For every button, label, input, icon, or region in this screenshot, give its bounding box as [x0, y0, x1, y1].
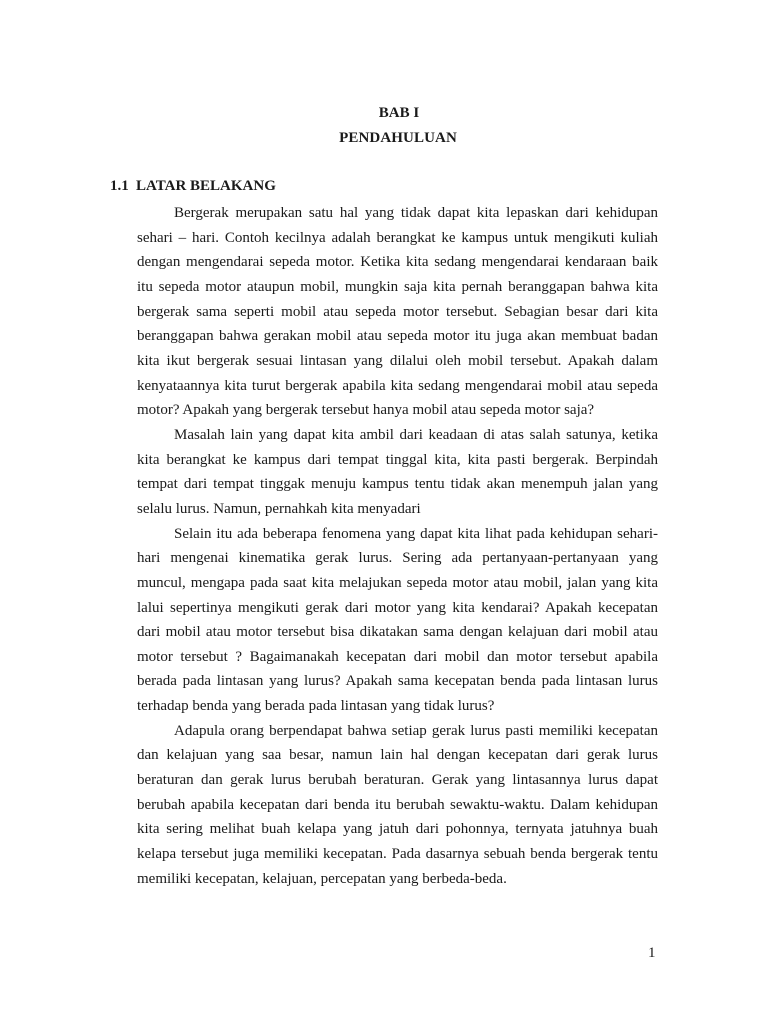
paragraph: Masalah lain yang dapat kita ambil dari keadaan di atas salah satunya, ketika kita berangkat ke kampus dari tempat tinggal kita, kita pasti bergerak. Berpindah tempat dari tempat tinggak menuju kampus tentu tidak akan menempuh jalan yang selalu lurus. Namun, pernahkah kita menyadari [137, 426, 658, 517]
page-number: 1 [648, 945, 656, 961]
section-heading [110, 178, 276, 195]
section-title: LATAR BELAKANG [136, 178, 276, 194]
chapter-title: PENDAHULUAN [339, 130, 457, 146]
section-number: 1.1 [110, 178, 129, 194]
paragraph: Bergerak merupakan satu hal yang tidak dapat kita lepaskan dari kehidupan sehari – hari. Contoh kecilnya adalah berangkat ke kampus untuk mengikuti kuliah dengan mengendarai sepeda motor. Ketika kita sedang mengendarai kendaraan baik itu sepeda motor ataupun mobil, mungkin saja kita pernah beranggapan bahwa kita bergerak sama seperti mobil atau sepeda motor tersebut. Sebagian besar dari kita beranggapan bahwa gerakan mobil atau sepeda motor itu juga akan membuat badan kita ikut bergerak sesuai lintasan yang dilalui oleh mobil tersebut. Apakah dalam kenyataannya kita turut bergerak apabila kita sedang mengendarai mobil atau sepeda motor? Apakah yang bergerak tersebut hanya mobil atau sepeda motor saja? [137, 205, 658, 419]
chapter-label: BAB I [378, 105, 420, 121]
paragraph: Selain itu ada beberapa fenomena yang dapat kita lihat pada kehidupan sehari-hari mengenai kinematika gerak lurus. Sering ada pertanyaan-pertanyaan yang muncul, mengapa pada saat kita melajukan sepeda motor atau mobil, jalan yang kita lalui sepertinya mengikuti gerak dari motor yang kita kendarai? Apakah kecepatan dari mobil atau motor tersebut bisa dikatakan sama dengan kelajuan dari mobil atau motor tersebut ? Bagaimanakah kecepatan dari mobil dan motor tersebut apabila berada pada lintasan yang lurus? Apakah sama kecepatan benda pada lintasan lurus terhadap benda yang berada pada lintasan yang tidak lurus? [137, 525, 658, 715]
paragraph: Adapula orang berpendapat bahwa setiap gerak lurus pasti memiliki kecepatan dan kelajuan yang saa besar, namun lain hal dengan kecepatan dari gerak lurus beraturan dan gerak lurus berubah beraturan. Gerak yang lintasannya lurus dapat berubah apabila kecepatan dari benda itu berubah sewaktu-waktu. Dalam kehidupan kita sering melihat buah kelapa yang jatuh dari pohonnya, ternyata jatuhnya buah kelapa tersebut juga memiliki kecepatan. Pada dasarnya sebuah benda bergerak tentu memiliki kecepatan, kelajuan, percepatan yang berbeda-beda. [137, 722, 658, 887]
body-text [137, 201, 658, 891]
